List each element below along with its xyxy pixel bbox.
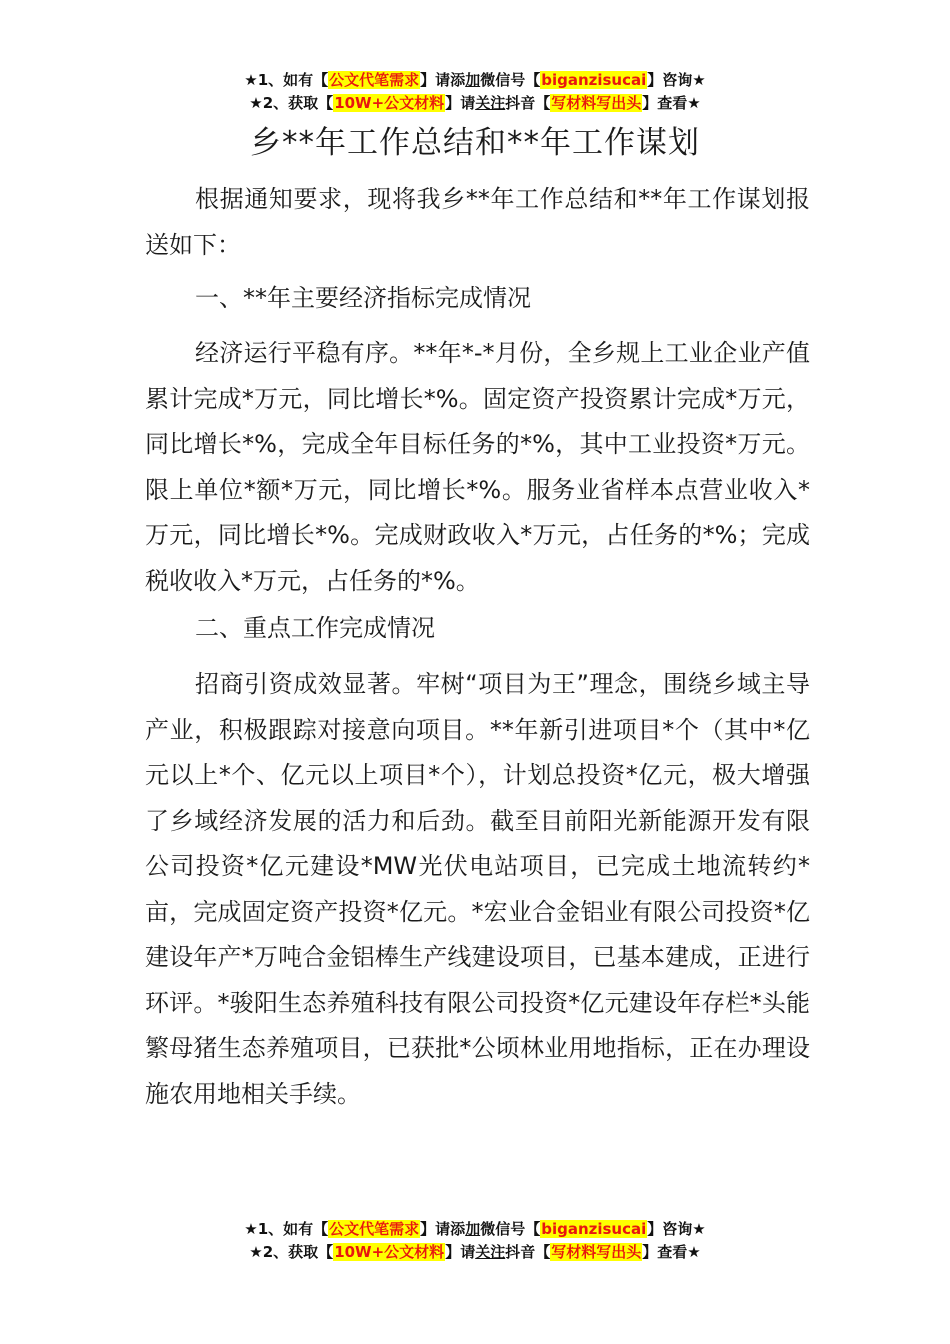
promo-text: ★1、如有【 [244,1220,329,1238]
promo-text: ★2、获取【 [249,1243,334,1261]
promo-text: 】请 [445,1243,476,1261]
promo-line-2 [0,1241,950,1264]
promo-highlight: biganzisucai [541,71,647,89]
promo-text: ★1、如有【 [244,71,329,89]
section-heading-1 [145,276,810,322]
header-promo-banner [0,69,950,115]
promo-underlined-text: 加 [465,71,481,89]
promo-text: 】请添 [420,71,466,89]
promo-text: 】请添 [420,1220,466,1238]
promo-text: 微信号【 [480,1220,541,1238]
section-heading-text: 一、**年主要经济指标完成情况 [195,284,531,312]
promo-text: 抖音【 [505,94,551,112]
document-title: 乡**年工作总结和**年工作谋划 [250,125,700,161]
promo-text: ★2、获取【 [249,94,334,112]
promo-underlined-text: 关注 [475,1243,506,1261]
promo-text: 】咨询★ [647,1220,706,1238]
promo-text: 微信号【 [480,71,541,89]
promo-text: 抖音【 [505,1243,551,1261]
promo-underlined-text: 关注 [475,94,506,112]
promo-line-1 [0,1218,950,1241]
section-heading-2 [145,606,810,652]
promo-line-1 [0,69,950,92]
promo-underlined-text: 加 [465,1220,481,1238]
promo-highlight: biganzisucai [541,1220,647,1238]
intro-text: 根据通知要求，现将我乡**年工作总结和**年工作谋划报送如下： [145,185,810,259]
promo-line-2 [0,92,950,115]
promo-text: 】请 [445,94,476,112]
promo-highlight: 公文代笔需求 [329,71,420,89]
promo-highlight: 写材料写出头 [551,1243,642,1261]
promo-highlight: 写材料写出头 [551,94,642,112]
investment-paragraph [145,662,810,1117]
promo-text: 】查看★ [642,1243,701,1261]
economy-text: 经济运行平稳有序。**年*-*月份，全乡规上工业企业产值累计完成*万元，同比增长*%。固定资产投资累计完成*万元，同比增长*%，完成全年目标任务的*%，其中工业投资*万元。限上单位*额*万元，同比增长*%。服务业省样本点营业收入*万元，同比增长*%。完成财政收入*万元，占任务的*%；完成税收收入*万元，占任务的*%。 [145,339,810,595]
promo-highlight: 10W+公文材料 [334,1243,445,1261]
footer-promo-banner [0,1218,950,1264]
intro-paragraph [145,177,810,268]
section-heading-text: 二、重点工作完成情况 [195,614,435,642]
investment-text: 招商引资成效显著。牢树“项目为王”理念，围绕乡域主导产业，积极跟踪对接意向项目。**年新引进项目*个（其中*亿元以上*个、亿元以上项目*个），计划总投资*亿元，极大增强了乡域经济发展的活力和后劲。截至目前阳光新能源开发有限公司投资*亿元建设*MW光伏电站项目，已完成土地流转约*亩，完成固定资产投资*亿元。*宏业合金铝业有限公司投资*亿建设年产*万吨合金铝棒生产线建设项目，已基本建成，正进行环评。*骏阳生态养殖科技有限公司投资*亿元建设年存栏*头能繁母猪生态养殖项目，已获批*公顷林业用地指标，正在办理设施农用地相关手续。 [145,670,810,1108]
promo-highlight: 10W+公文材料 [334,94,445,112]
promo-text: 】查看★ [642,94,701,112]
economy-paragraph [145,331,810,604]
promo-highlight: 公文代笔需求 [329,1220,420,1238]
promo-text: 】咨询★ [647,71,706,89]
